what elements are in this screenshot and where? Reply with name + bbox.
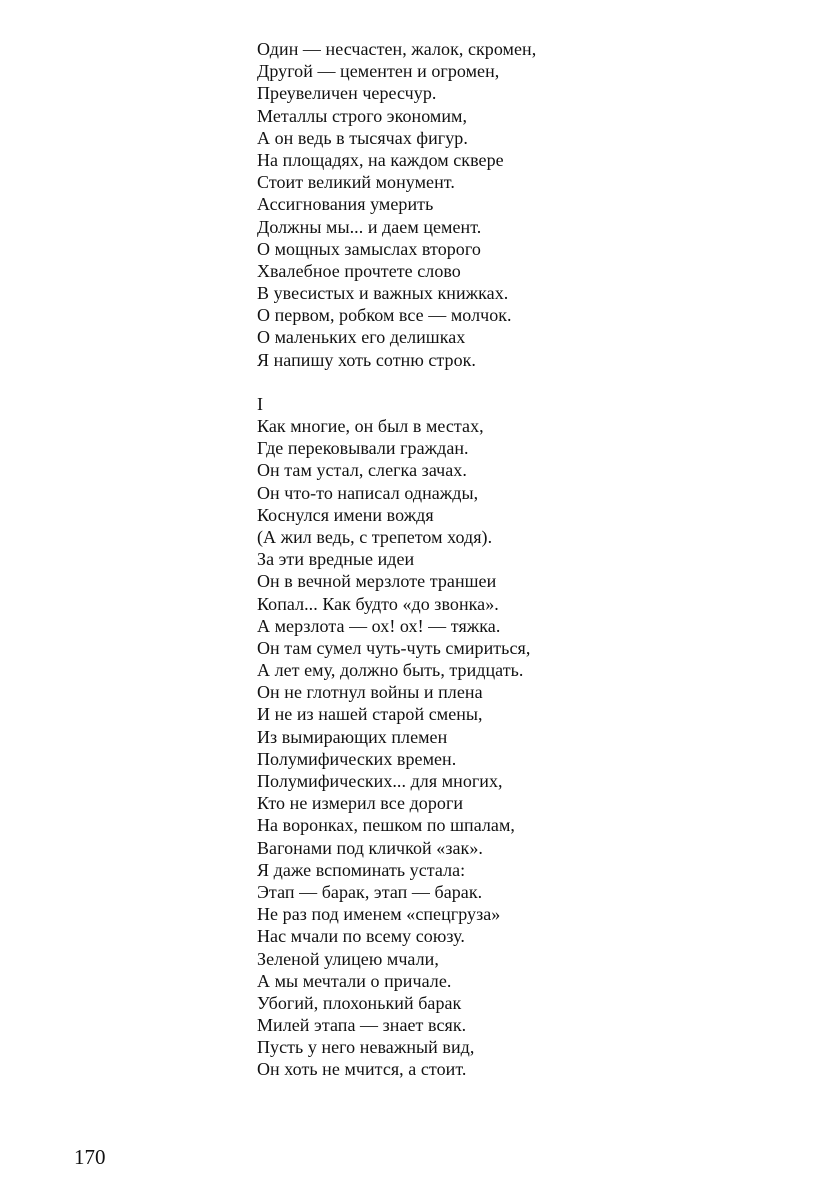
poem-line: Полумифических... для многих, [257,771,503,791]
poem-line: О первом, робком все — молчок. [257,305,512,326]
poem-line: Нас мчали по всему союзу. [257,926,465,947]
poem-text [257,38,777,1081]
poem-line: Стоит великий монумент. [257,172,455,193]
stanza-gap [257,371,777,393]
poem-line: Зеленой улицею мчали, [257,948,439,969]
poem-line: На воронках, пешком по шпалам, [257,815,515,836]
poem-line: За эти вредные идеи [257,549,415,570]
poem-line: А лет ему, должно быть, тридцать. [257,660,524,681]
poem-line: Один — несчастен, жалок, скромен, [257,39,537,59]
poem-line: Другой — цементен и огромен, [257,61,500,82]
poem-line: Он в вечной мерзлоте траншеи [257,571,497,592]
poem-line: О мощных замыслах второго [257,238,481,259]
poem-line: Из вымирающих племен [257,726,448,747]
poem-line: Он хоть не мчится, а стоит. [257,1059,467,1080]
poem-line: Как многие, он был в местах, [257,416,484,436]
poem-line: Он там сумел чуть-чуть смириться, [257,637,531,658]
stanza-2 [257,415,777,1081]
poem-line: Этап — барак, этап — барак. [257,881,483,902]
poem-line: О маленьких его делишках [257,327,466,348]
poem-line: Я напишу хоть сотню строк. [257,349,476,370]
stanza-1 [257,38,777,371]
poem-line: Вагонами под кличкой «зак». [257,837,483,858]
page-number: 170 [74,1145,106,1169]
poem-line: Коснулся имени вождя [257,504,434,525]
poem-line: Копал... Как будто «до звонка». [257,593,499,614]
poem-line: Пусть у него неважный вид, [257,1037,475,1058]
poem-line: А мерзлота — ох! ох! — тяжка. [257,615,501,636]
poem-line: Кто не измерил все дороги [257,793,464,814]
poem-line: А он ведь в тысячах фигур. [257,127,468,148]
poem-line: Убогий, плохонький барак [257,992,462,1013]
section-number: I [257,393,263,414]
poem-line: И не из нашей старой смены, [257,704,483,725]
poem-line: Ассигнования умерить [257,194,434,215]
poem-line: Металлы строго экономим, [257,105,468,126]
poem-line: Он там устал, слегка зачах. [257,460,467,481]
poem-line: Хвалебное прочтете слово [257,260,461,281]
poem-line: Где перековывали граждан. [257,438,469,459]
poem-line: На площадях, на каждом сквере [257,149,504,170]
poem-line: Преувеличен чересчур. [257,83,437,104]
poem-line: Он что-то написал однажды, [257,482,479,503]
poem-line: А мы мечтали о причале. [257,970,452,991]
poem-line: Я даже вспоминать устала: [257,859,466,880]
poem-line: Он не глотнул войны и плена [257,682,483,703]
poem-line: Полумифических времен. [257,748,457,769]
poem-line: Милей этапа — знает всяк. [257,1015,467,1036]
poem-line: Не раз под именем «спецгруза» [257,904,501,925]
poem-line: Должны мы... и даем цемент. [257,216,482,237]
poem-line: (А жил ведь, с трепетом ходя). [257,526,493,547]
poem-line: В увесистых и важных книжках. [257,283,509,304]
